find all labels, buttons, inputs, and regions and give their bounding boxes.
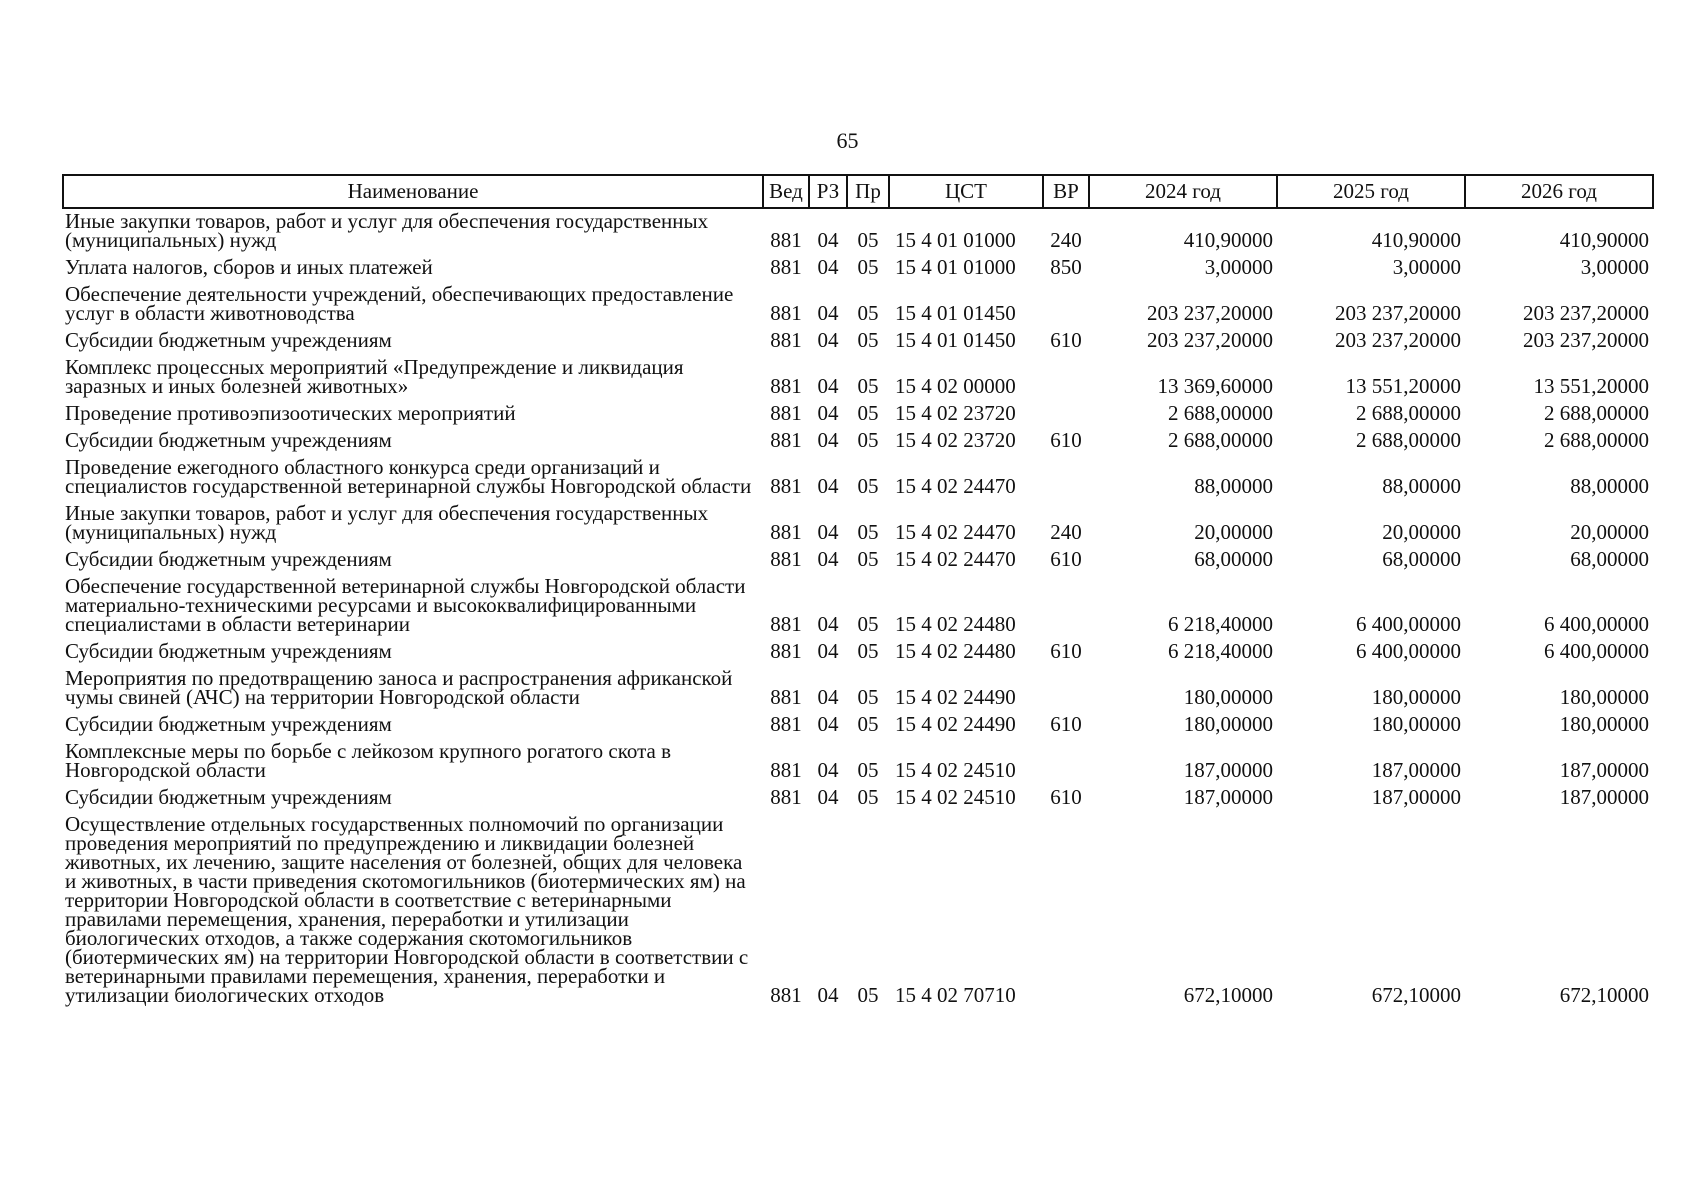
cell-rz: 04 <box>817 301 839 325</box>
cell-2025: 20,00000 <box>1382 520 1461 544</box>
cell-name: Мероприятия по предотвращению заноса и распространения африканской чумы свиней (АЧС) на территории Новгородской области <box>65 666 733 709</box>
cell-2025: 187,00000 <box>1371 785 1461 809</box>
cell-ved: 881 <box>770 255 802 279</box>
cell-2025: 180,00000 <box>1371 712 1461 736</box>
cell-2025: 672,10000 <box>1371 983 1461 1007</box>
cell-rz: 04 <box>817 785 839 809</box>
cell-2024: 187,00000 <box>1183 758 1273 782</box>
cell-ved: 881 <box>770 685 802 709</box>
cell-rz: 04 <box>817 983 839 1007</box>
cell-pr: 05 <box>857 401 879 425</box>
cell-ved: 881 <box>770 474 802 498</box>
cell-cst: 15 4 01 01000 <box>895 255 1016 279</box>
cell-2024: 203 237,20000 <box>1147 328 1273 352</box>
cell-2026: 187,00000 <box>1559 758 1649 782</box>
cell-2024: 203 237,20000 <box>1147 301 1273 325</box>
budget-table <box>62 174 1654 1010</box>
table-row <box>63 785 1653 812</box>
cell-name: Проведение противоэпизоотических мероприятий <box>65 401 516 425</box>
table-row <box>63 812 1653 1010</box>
cell-2025: 88,00000 <box>1382 474 1461 498</box>
header-2025: 2025 год <box>1277 175 1465 208</box>
table-row <box>63 355 1653 401</box>
cell-name: Субсидии бюджетным учреждениям <box>65 639 392 663</box>
cell-2026: 410,90000 <box>1559 228 1649 252</box>
cell-ved: 881 <box>770 712 802 736</box>
cell-cst: 15 4 02 24490 <box>895 712 1016 736</box>
cell-ved: 881 <box>770 983 802 1007</box>
table-row <box>63 501 1653 547</box>
table-row <box>63 328 1653 355</box>
cell-vr: 240 <box>1050 520 1082 544</box>
table-row <box>63 666 1653 712</box>
header-2026: 2026 год <box>1465 175 1653 208</box>
cell-ved: 881 <box>770 785 802 809</box>
header-name: Наименование <box>63 175 763 208</box>
cell-vr: 610 <box>1050 712 1082 736</box>
cell-2024: 672,10000 <box>1183 983 1273 1007</box>
cell-name: Субсидии бюджетным учреждениям <box>65 328 392 352</box>
cell-ved: 881 <box>770 520 802 544</box>
cell-name: Обеспечение деятельности учреждений, обеспечивающих предоставление услуг в области животноводства <box>65 282 734 325</box>
cell-2024: 6 218,40000 <box>1168 639 1273 663</box>
cell-2024: 3,00000 <box>1204 255 1273 279</box>
cell-2024: 13 369,60000 <box>1157 374 1273 398</box>
cell-pr: 05 <box>857 474 879 498</box>
cell-ved: 881 <box>770 228 802 252</box>
cell-cst: 15 4 02 24470 <box>895 474 1016 498</box>
cell-cst: 15 4 02 24480 <box>895 612 1016 636</box>
cell-2026: 68,00000 <box>1570 547 1649 571</box>
cell-2026: 20,00000 <box>1570 520 1649 544</box>
cell-rz: 04 <box>817 758 839 782</box>
cell-vr: 610 <box>1050 428 1082 452</box>
cell-vr <box>1043 812 1089 1010</box>
cell-cst: 15 4 02 23720 <box>895 401 1016 425</box>
cell-ved: 881 <box>770 547 802 571</box>
cell-2026: 88,00000 <box>1570 474 1649 498</box>
table-row <box>63 574 1653 639</box>
cell-name: Комплекс процессных мероприятий «Предупреждение и ликвидация заразных и иных болезней животных» <box>65 355 684 398</box>
cell-vr: 240 <box>1050 228 1082 252</box>
cell-pr: 05 <box>857 520 879 544</box>
cell-ved: 881 <box>770 428 802 452</box>
cell-2024: 6 218,40000 <box>1168 612 1273 636</box>
cell-rz: 04 <box>817 685 839 709</box>
header-cst: ЦСТ <box>889 175 1043 208</box>
cell-2024: 88,00000 <box>1194 474 1273 498</box>
table-header-row <box>63 175 1653 208</box>
cell-cst: 15 4 01 01450 <box>895 301 1016 325</box>
cell-2024: 180,00000 <box>1183 712 1273 736</box>
cell-2026: 13 551,20000 <box>1533 374 1649 398</box>
cell-name: Проведение ежегодного областного конкурса среди организаций и специалистов государственной ветеринарной службы Новгородской области <box>65 455 752 498</box>
cell-pr: 05 <box>857 639 879 663</box>
cell-pr: 05 <box>857 301 879 325</box>
cell-name: Осуществление отдельных государственных полномочий по организации проведения мероприятий по предупреждению и ликвидации болезней животных, их лечению, защите населения от болезней, общих для человека и животных, в части приведения скотомогильников (биотермических ям) на территории Новгородской области в соответствие с ветеринарными правилами перемещения, хранения, переработки и утилизации биологических отходов, а также содержания скотомогильников (биотермических ям) на территории Новгородской области в соответствии с ветеринарными правилами перемещения, хранения, переработки и утилизации биологических отходов <box>65 812 749 1007</box>
cell-ved: 881 <box>770 374 802 398</box>
cell-cst: 15 4 01 01450 <box>895 328 1016 352</box>
cell-rz: 04 <box>817 520 839 544</box>
header-ved: Вед <box>763 175 809 208</box>
cell-cst: 15 4 02 00000 <box>895 374 1016 398</box>
cell-2024: 68,00000 <box>1194 547 1273 571</box>
table-row <box>63 401 1653 428</box>
cell-pr: 05 <box>857 785 879 809</box>
cell-2026: 203 237,20000 <box>1523 301 1649 325</box>
cell-pr: 05 <box>857 547 879 571</box>
cell-vr <box>1043 455 1089 501</box>
cell-pr: 05 <box>857 255 879 279</box>
cell-cst: 15 4 01 01000 <box>895 228 1016 252</box>
cell-2024: 410,90000 <box>1183 228 1273 252</box>
table-row <box>63 255 1653 282</box>
cell-pr: 05 <box>857 428 879 452</box>
cell-name: Иные закупки товаров, работ и услуг для обеспечения государственных (муниципальных) нужд <box>65 209 709 252</box>
cell-vr: 610 <box>1050 328 1082 352</box>
cell-ved: 881 <box>770 612 802 636</box>
cell-2026: 3,00000 <box>1580 255 1649 279</box>
header-rz: РЗ <box>809 175 847 208</box>
cell-vr: 610 <box>1050 785 1082 809</box>
cell-cst: 15 4 02 24470 <box>895 547 1016 571</box>
cell-rz: 04 <box>817 612 839 636</box>
cell-rz: 04 <box>817 639 839 663</box>
cell-ved: 881 <box>770 758 802 782</box>
cell-2025: 203 237,20000 <box>1335 328 1461 352</box>
table-row <box>63 712 1653 739</box>
cell-rz: 04 <box>817 374 839 398</box>
cell-2026: 2 688,00000 <box>1544 428 1649 452</box>
cell-2025: 180,00000 <box>1371 685 1461 709</box>
cell-name: Обеспечение государственной ветеринарной службы Новгородской области материально-техническими ресурсами и высококвалифицированными специалистами в области ветеринарии <box>65 574 746 636</box>
cell-rz: 04 <box>817 428 839 452</box>
cell-vr: 850 <box>1050 255 1082 279</box>
cell-cst: 15 4 02 24510 <box>895 785 1016 809</box>
cell-name: Комплексные меры по борьбе с лейкозом крупного рогатого скота в Новгородской области <box>65 739 672 782</box>
cell-2025: 6 400,00000 <box>1356 612 1461 636</box>
cell-2025: 3,00000 <box>1392 255 1461 279</box>
cell-cst: 15 4 02 24480 <box>895 639 1016 663</box>
header-pr: Пр <box>847 175 889 208</box>
cell-vr <box>1043 401 1089 428</box>
cell-vr: 610 <box>1050 547 1082 571</box>
cell-vr <box>1043 574 1089 639</box>
cell-2025: 2 688,00000 <box>1356 428 1461 452</box>
cell-2025: 2 688,00000 <box>1356 401 1461 425</box>
cell-pr: 05 <box>857 612 879 636</box>
cell-2025: 68,00000 <box>1382 547 1461 571</box>
cell-cst: 15 4 02 70710 <box>895 983 1016 1007</box>
cell-rz: 04 <box>817 547 839 571</box>
cell-cst: 15 4 02 23720 <box>895 428 1016 452</box>
cell-pr: 05 <box>857 685 879 709</box>
cell-2026: 180,00000 <box>1559 712 1649 736</box>
table-row <box>63 739 1653 785</box>
cell-name: Субсидии бюджетным учреждениям <box>65 785 392 809</box>
cell-2024: 180,00000 <box>1183 685 1273 709</box>
cell-name: Субсидии бюджетным учреждениям <box>65 712 392 736</box>
cell-2024: 20,00000 <box>1194 520 1273 544</box>
cell-rz: 04 <box>817 474 839 498</box>
table-row <box>63 428 1653 455</box>
cell-2024: 2 688,00000 <box>1168 428 1273 452</box>
table-body <box>63 208 1653 1010</box>
table-row <box>63 639 1653 666</box>
table-row <box>63 282 1653 328</box>
cell-2026: 672,10000 <box>1559 983 1649 1007</box>
cell-ved: 881 <box>770 301 802 325</box>
header-vr: ВР <box>1043 175 1089 208</box>
cell-rz: 04 <box>817 712 839 736</box>
cell-pr: 05 <box>857 758 879 782</box>
cell-name: Уплата налогов, сборов и иных платежей <box>65 255 433 279</box>
cell-2025: 6 400,00000 <box>1356 639 1461 663</box>
cell-2026: 180,00000 <box>1559 685 1649 709</box>
cell-2026: 6 400,00000 <box>1544 612 1649 636</box>
header-2024: 2024 год <box>1089 175 1277 208</box>
cell-vr: 610 <box>1050 639 1082 663</box>
cell-2026: 2 688,00000 <box>1544 401 1649 425</box>
cell-ved: 881 <box>770 328 802 352</box>
cell-2025: 410,90000 <box>1371 228 1461 252</box>
cell-cst: 15 4 02 24510 <box>895 758 1016 782</box>
cell-vr <box>1043 355 1089 401</box>
cell-ved: 881 <box>770 639 802 663</box>
table-row <box>63 455 1653 501</box>
cell-rz: 04 <box>817 328 839 352</box>
cell-ved: 881 <box>770 401 802 425</box>
cell-2024: 2 688,00000 <box>1168 401 1273 425</box>
table-row <box>63 547 1653 574</box>
cell-vr <box>1043 282 1089 328</box>
cell-cst: 15 4 02 24470 <box>895 520 1016 544</box>
cell-2026: 6 400,00000 <box>1544 639 1649 663</box>
cell-2024: 187,00000 <box>1183 785 1273 809</box>
cell-rz: 04 <box>817 255 839 279</box>
cell-name: Иные закупки товаров, работ и услуг для обеспечения государственных (муниципальных) нужд <box>65 501 709 544</box>
cell-pr: 05 <box>857 328 879 352</box>
cell-2025: 187,00000 <box>1371 758 1461 782</box>
cell-vr <box>1043 666 1089 712</box>
page-number: 65 <box>836 128 859 153</box>
cell-pr: 05 <box>857 983 879 1007</box>
cell-rz: 04 <box>817 401 839 425</box>
cell-pr: 05 <box>857 228 879 252</box>
cell-name: Субсидии бюджетным учреждениям <box>65 428 392 452</box>
table-row <box>63 208 1653 255</box>
cell-rz: 04 <box>817 228 839 252</box>
cell-name: Субсидии бюджетным учреждениям <box>65 547 392 571</box>
cell-pr: 05 <box>857 374 879 398</box>
cell-vr <box>1043 739 1089 785</box>
cell-2026: 203 237,20000 <box>1523 328 1649 352</box>
cell-pr: 05 <box>857 712 879 736</box>
cell-cst: 15 4 02 24490 <box>895 685 1016 709</box>
cell-2025: 13 551,20000 <box>1345 374 1461 398</box>
cell-2025: 203 237,20000 <box>1335 301 1461 325</box>
cell-2026: 187,00000 <box>1559 785 1649 809</box>
